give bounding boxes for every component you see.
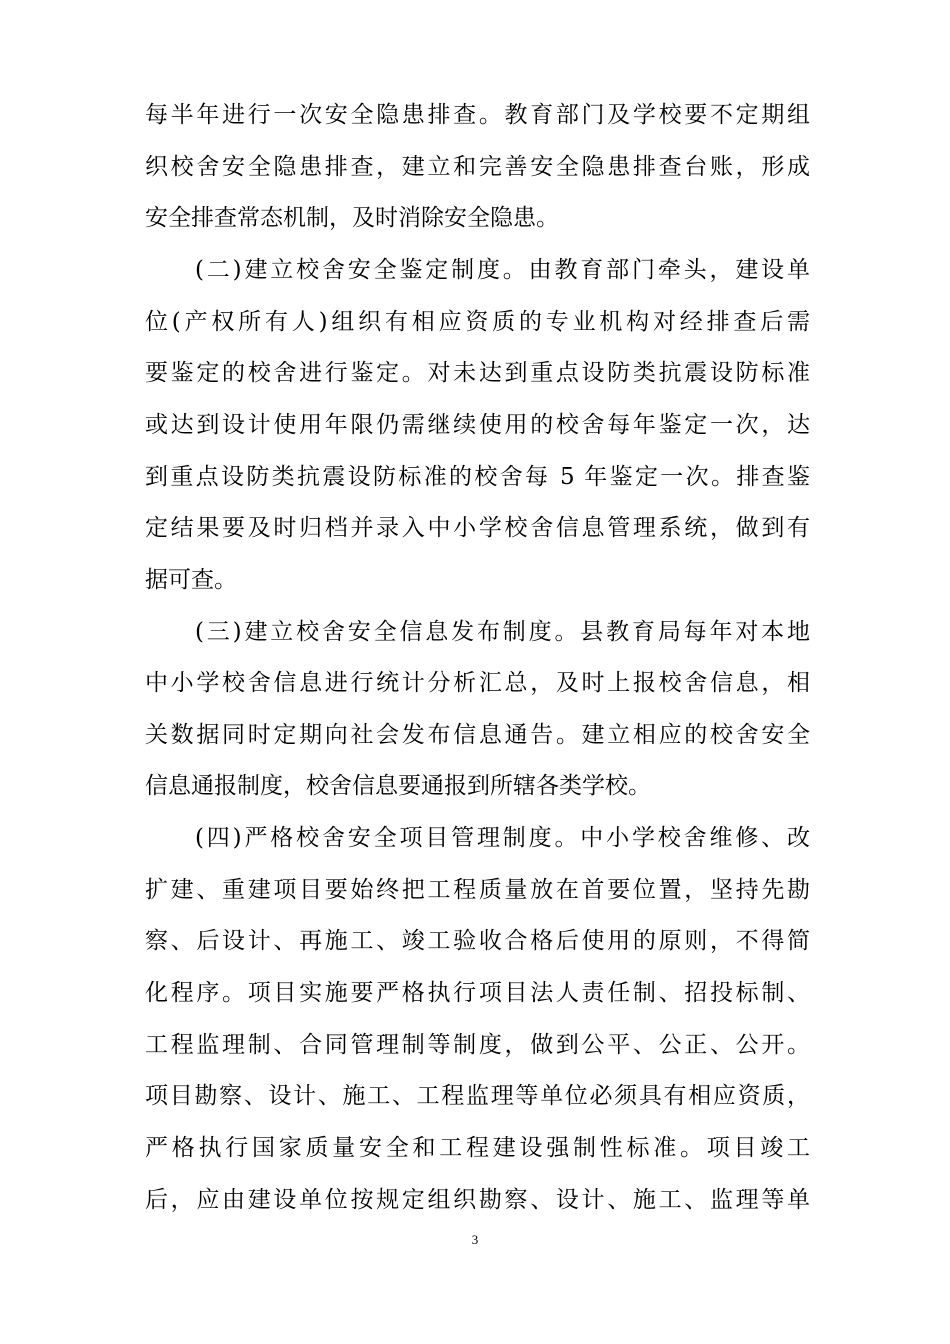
text-line: (四)严格校舍安全项目管理制度。中小学校舍维修、改 — [195, 825, 810, 851]
text-line: 察、后设计、再施工、竣工验收合格后使用的原则，不得简 — [145, 928, 810, 954]
text-line: 项目勘察、设计、施工、工程监理等单位必须具有相应资质， — [145, 1083, 810, 1109]
text-line: (三)建立校舍安全信息发布制度。县教育局每年对本地 — [195, 619, 810, 645]
text-line: 或达到设计使用年限仍需继续使用的校舍每年鉴定一次，达 — [145, 412, 810, 438]
text-line: 定结果要及时归档并录入中小学校舍信息管理系统，做到有 — [145, 515, 810, 541]
text-line: 中小学校舍信息进行统计分析汇总，及时上报校舍信息，相 — [145, 670, 810, 696]
text-line: 扩建、重建项目要始终把工程质量放在首要位置，坚持先勘 — [145, 877, 810, 903]
text-line: 织校舍安全隐患排查，建立和完善安全隐患排查台账，形成 — [145, 154, 810, 180]
text-line: 安全排查常态机制，及时消除安全隐患。 — [145, 205, 559, 231]
text-line: 化程序。项目实施要严格执行项目法人责任制、招投标制、 — [145, 980, 810, 1006]
text-line: 工程监理制、合同管理制等制度，做到公平、公正、公开。 — [145, 1032, 810, 1058]
text-line: 位(产权所有人)组织有相应资质的专业机构对经排查后需 — [145, 309, 810, 335]
text-line: 每半年进行一次安全隐患排查。教育部门及学校要不定期组 — [145, 102, 810, 128]
text-line: 信息通报制度，校舍信息要通报到所辖各类学校。 — [145, 773, 651, 799]
text-line: 严格执行国家质量安全和工程建设强制性标准。项目竣工 — [145, 1135, 810, 1161]
text-line: 据可查。 — [145, 567, 237, 593]
text-line: 后，应由建设单位按规定组织勘察、设计、施工、监理等单 — [145, 1187, 810, 1213]
text-line: 要鉴定的校舍进行鉴定。对未达到重点设防类抗震设防标准 — [145, 360, 810, 386]
text-line: 到重点设防类抗震设防标准的校舍每 5 年鉴定一次。排查鉴 — [145, 464, 810, 490]
text-line: (二)建立校舍安全鉴定制度。由教育部门牵头，建设单 — [195, 257, 810, 283]
page-number: 3 — [471, 1232, 479, 1247]
text-line: 关数据同时定期向社会发布信息通告。建立相应的校舍安全 — [145, 722, 810, 748]
